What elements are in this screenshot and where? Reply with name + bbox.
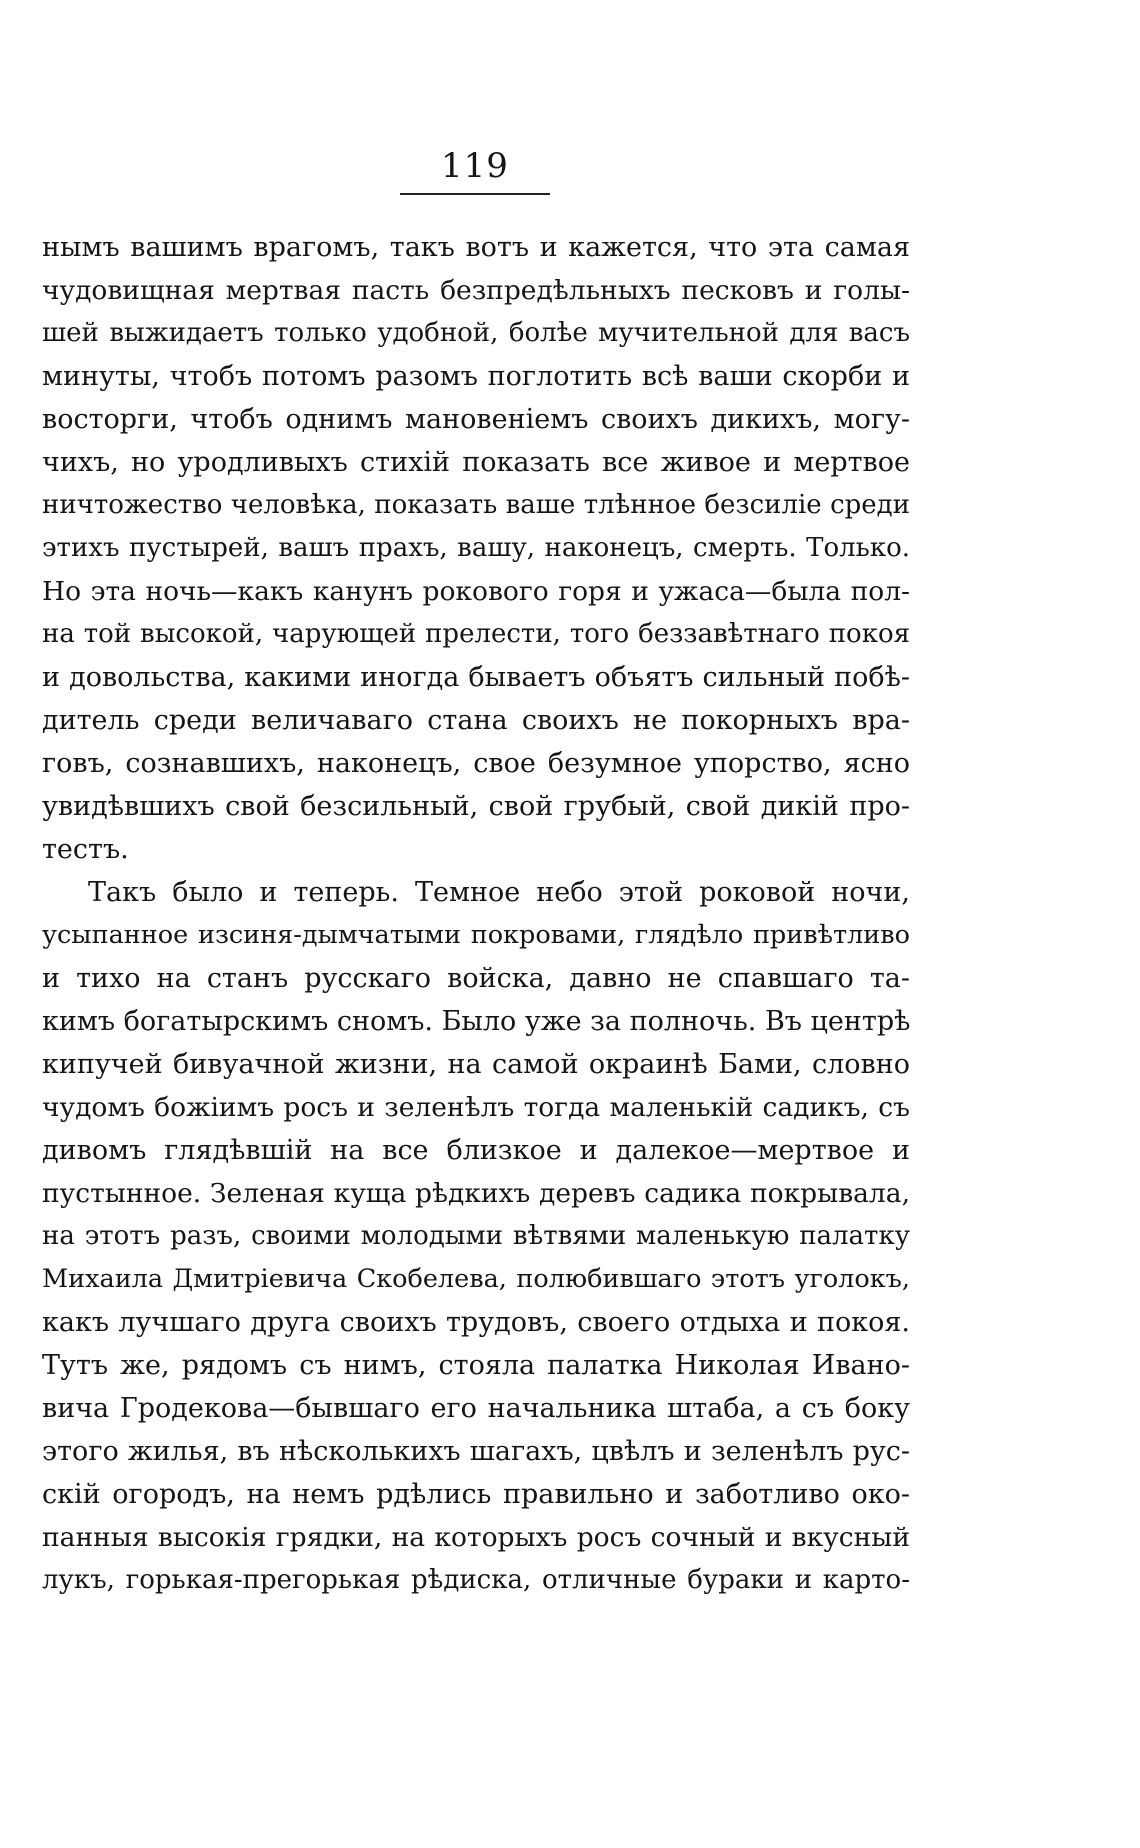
text-line: на этотъ разъ, своими молодыми вѣтвями маленькую палатку [42, 1221, 910, 1251]
text-line: дитель среди величаваго стана своихъ не покорныхъ вра- [42, 705, 910, 736]
paragraph-2 [42, 871, 910, 1602]
paragraph-1 [42, 226, 910, 871]
text-line: этихъ пустырей, вашъ прахъ, вашу, наконецъ, смерть. Только. [42, 533, 910, 563]
text-line: усыпанное изсиня-дымчатыми покровами, глядѣло привѣтливо [42, 920, 910, 950]
text-line: какъ лучшаго друга своихъ трудовъ, своего отдыха и покоя. [42, 1307, 910, 1338]
body-text [42, 226, 910, 1602]
text-line: Такъ было и теперь. Темное небо этой роковой ночи, [88, 877, 910, 908]
text-line: вича Гродекова—бывшаго его начальника штаба, а съ боку [42, 1393, 910, 1424]
text-line: лукъ, горькая-прегорькая рѣдиска, отличные бураки и карто- [42, 1565, 910, 1595]
text-line: скій огородъ, на немъ рдѣлись правильно и заботливо око- [42, 1479, 910, 1510]
text-line: ничтожество человѣка, показать ваше тлѣнное безсиліе среди [42, 490, 910, 520]
page-number: 119 [441, 146, 509, 186]
text-line: нымъ вашимъ врагомъ, такъ вотъ и кажется, что эта самая [42, 232, 910, 263]
text-line: минуты, чтобъ потомъ разомъ поглотить всѣ ваши скорби и [42, 361, 910, 392]
text-line: чудомъ божіимъ росъ и зеленѣлъ тогда маленькій садикъ, съ [42, 1092, 910, 1123]
text-line: восторги, чтобъ однимъ мановеніемъ своихъ дикихъ, могу- [42, 404, 910, 435]
text-line: Тутъ же, рядомъ съ нимъ, стояла палатка Николая Ивано- [42, 1350, 910, 1381]
text-line: дивомъ глядѣвшій на все близкое и далекое—мертвое и [42, 1135, 910, 1166]
text-line: на той высокой, чарующей прелести, того беззавѣтнаго покоя [42, 619, 910, 649]
text-line: и довольства, какими иногда бываетъ объятъ сильный побѣ- [42, 662, 910, 693]
text-line: тестъ. [42, 834, 129, 865]
text-line: чихъ, но уродливыхъ стихій показать все живое и мертвое [42, 447, 910, 478]
text-line: шей выжидаетъ только удобной, болѣе мучительной для васъ [42, 318, 910, 348]
text-line: этого жилья, въ нѣсколькихъ шагахъ, цвѣлъ и зеленѣлъ рус- [42, 1436, 910, 1467]
text-line: Михаила Дмитріевича Скобелева, полюбившаго этотъ уголокъ, [42, 1264, 910, 1294]
text-line: чудовищная мертвая пасть безпредѣльныхъ песковъ и голы- [42, 275, 910, 306]
page-number-rule [400, 193, 550, 195]
text-line: Но эта ночь—какъ канунъ рокового горя и ужаса—была пол- [42, 576, 910, 607]
text-line: говъ, сознавшихъ, наконецъ, свое безумное упорство, ясно [42, 748, 910, 779]
text-line: панныя высокія грядки, на которыхъ росъ сочный и вкусный [42, 1522, 910, 1553]
text-line: кипучей бивуачной жизни, на самой окраинѣ Бами, словно [42, 1049, 910, 1080]
text-line: кимъ богатырскимъ сномъ. Было уже за полночь. Въ центрѣ [42, 1006, 911, 1037]
text-line: и тихо на станъ русскаго войска, давно не спавшаго та- [42, 963, 910, 994]
text-line: пустынное. Зеленая куща рѣдкихъ деревъ садика покрывала, [42, 1178, 910, 1209]
text-line: увидѣвшихъ свой безсильный, свой грубый, свой дикій про- [42, 791, 910, 822]
